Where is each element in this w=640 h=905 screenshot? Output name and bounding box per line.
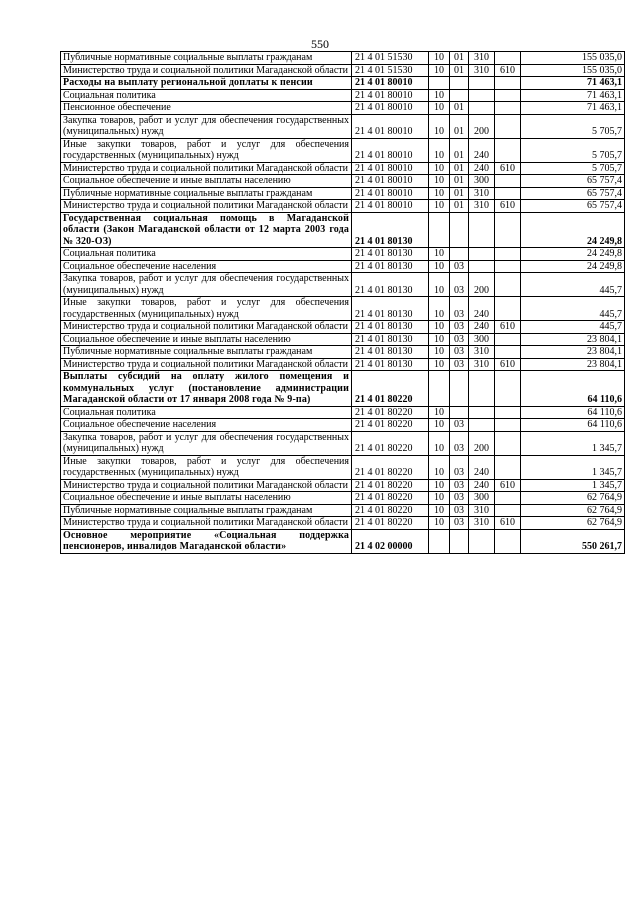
expense-type-code: 300 bbox=[469, 333, 495, 346]
expense-type-code bbox=[469, 248, 495, 261]
amount: 64 110,6 bbox=[521, 419, 625, 432]
section-code: 10 bbox=[429, 479, 450, 492]
expense-type-code: 240 bbox=[469, 455, 495, 479]
amount: 155 035,0 bbox=[521, 52, 625, 65]
target-code: 21 4 01 80010 bbox=[352, 102, 429, 115]
row-name: Публичные нормативные социальные выплаты гражданам bbox=[61, 187, 352, 200]
subsection-code: 03 bbox=[450, 492, 469, 505]
row-name: Министерство труда и социальной политики Магаданской области bbox=[61, 64, 352, 77]
expense-type-code bbox=[469, 77, 495, 90]
section-code: 10 bbox=[429, 102, 450, 115]
table-row bbox=[61, 529, 625, 553]
ministry-code bbox=[495, 406, 521, 419]
section-code bbox=[429, 77, 450, 90]
amount: 65 757,4 bbox=[521, 200, 625, 213]
target-code: 21 4 01 80130 bbox=[352, 260, 429, 273]
ministry-code bbox=[495, 371, 521, 407]
row-name: Социальная политика bbox=[61, 248, 352, 261]
subsection-code: 01 bbox=[450, 138, 469, 162]
row-name: Иные закупки товаров, работ и услуг для обеспечения государственных (муниципальных) нужд bbox=[61, 455, 352, 479]
table-row bbox=[61, 64, 625, 77]
subsection-code bbox=[450, 406, 469, 419]
ministry-code bbox=[495, 52, 521, 65]
table-row bbox=[61, 248, 625, 261]
subsection-code: 01 bbox=[450, 64, 469, 77]
expense-type-code: 300 bbox=[469, 492, 495, 505]
ministry-code bbox=[495, 297, 521, 321]
target-code: 21 4 01 80220 bbox=[352, 419, 429, 432]
row-name: Расходы на выплату региональной доплаты к пенсии bbox=[61, 77, 352, 90]
section-code: 10 bbox=[429, 52, 450, 65]
section-code: 10 bbox=[429, 321, 450, 334]
amount: 445,7 bbox=[521, 273, 625, 297]
amount: 24 249,8 bbox=[521, 212, 625, 248]
subsection-code: 03 bbox=[450, 479, 469, 492]
ministry-code bbox=[495, 89, 521, 102]
page-number: 550 bbox=[311, 37, 329, 51]
section-code: 10 bbox=[429, 248, 450, 261]
row-name: Министерство труда и социальной политики Магаданской области bbox=[61, 321, 352, 334]
row-name: Министерство труда и социальной политики Магаданской области bbox=[61, 479, 352, 492]
section-code: 10 bbox=[429, 406, 450, 419]
table-row bbox=[61, 492, 625, 505]
subsection-code: 03 bbox=[450, 321, 469, 334]
amount: 64 110,6 bbox=[521, 406, 625, 419]
subsection-code: 01 bbox=[450, 187, 469, 200]
subsection-code: 01 bbox=[450, 102, 469, 115]
section-code: 10 bbox=[429, 333, 450, 346]
table-row bbox=[61, 175, 625, 188]
target-code: 21 4 01 80130 bbox=[352, 212, 429, 248]
ministry-code: 610 bbox=[495, 517, 521, 530]
expense-type-code: 310 bbox=[469, 358, 495, 371]
ministry-code bbox=[495, 431, 521, 455]
ministry-code bbox=[495, 492, 521, 505]
subsection-code: 03 bbox=[450, 419, 469, 432]
row-name: Министерство труда и социальной политики Магаданской области bbox=[61, 200, 352, 213]
subsection-code bbox=[450, 89, 469, 102]
target-code: 21 4 01 80130 bbox=[352, 346, 429, 359]
table-row bbox=[61, 371, 625, 407]
amount: 5 705,7 bbox=[521, 162, 625, 175]
table-row bbox=[61, 406, 625, 419]
ministry-code bbox=[495, 138, 521, 162]
table-row bbox=[61, 200, 625, 213]
table-row bbox=[61, 346, 625, 359]
row-name: Закупка товаров, работ и услуг для обеспечения государственных (муниципальных) нужд bbox=[61, 273, 352, 297]
subsection-code: 01 bbox=[450, 200, 469, 213]
section-code: 10 bbox=[429, 517, 450, 530]
target-code: 21 4 01 80010 bbox=[352, 187, 429, 200]
section-code: 10 bbox=[429, 162, 450, 175]
table-row bbox=[61, 479, 625, 492]
target-code: 21 4 01 51530 bbox=[352, 64, 429, 77]
ministry-code: 610 bbox=[495, 358, 521, 371]
table-body bbox=[61, 52, 625, 554]
expense-type-code: 240 bbox=[469, 479, 495, 492]
subsection-code: 03 bbox=[450, 504, 469, 517]
section-code: 10 bbox=[429, 455, 450, 479]
row-name: Пенсионное обеспечение bbox=[61, 102, 352, 115]
table-row bbox=[61, 212, 625, 248]
ministry-code bbox=[495, 77, 521, 90]
amount: 71 463,1 bbox=[521, 102, 625, 115]
target-code: 21 4 01 80220 bbox=[352, 492, 429, 505]
row-name: Социальное обеспечение и иные выплаты населению bbox=[61, 333, 352, 346]
section-code: 10 bbox=[429, 346, 450, 359]
section-code: 10 bbox=[429, 64, 450, 77]
subsection-code: 03 bbox=[450, 333, 469, 346]
table-row bbox=[61, 162, 625, 175]
row-name: Социальное обеспечение населения bbox=[61, 260, 352, 273]
amount: 23 804,1 bbox=[521, 346, 625, 359]
section-code: 10 bbox=[429, 297, 450, 321]
expense-type-code: 310 bbox=[469, 517, 495, 530]
row-name: Иные закупки товаров, работ и услуг для обеспечения государственных (муниципальных) нужд bbox=[61, 138, 352, 162]
target-code: 21 4 01 80220 bbox=[352, 517, 429, 530]
ministry-code bbox=[495, 504, 521, 517]
row-name: Государственная социальная помощь в Магаданской области (Закон Магаданской области от 12 марта 2003 года № 320-ОЗ) bbox=[61, 212, 352, 248]
target-code: 21 4 01 80130 bbox=[352, 273, 429, 297]
row-name: Министерство труда и социальной политики Магаданской области bbox=[61, 358, 352, 371]
target-code: 21 4 01 80130 bbox=[352, 321, 429, 334]
expense-type-code bbox=[469, 371, 495, 407]
table-row bbox=[61, 52, 625, 65]
target-code: 21 4 01 80220 bbox=[352, 406, 429, 419]
table-row bbox=[61, 187, 625, 200]
expense-type-code: 310 bbox=[469, 64, 495, 77]
budget-table bbox=[60, 51, 625, 554]
table-row bbox=[61, 455, 625, 479]
section-code bbox=[429, 212, 450, 248]
table-row bbox=[61, 358, 625, 371]
target-code: 21 4 01 80220 bbox=[352, 479, 429, 492]
amount: 65 757,4 bbox=[521, 187, 625, 200]
amount: 62 764,9 bbox=[521, 492, 625, 505]
section-code: 10 bbox=[429, 260, 450, 273]
expense-type-code: 310 bbox=[469, 200, 495, 213]
section-code bbox=[429, 529, 450, 553]
expense-type-code: 310 bbox=[469, 52, 495, 65]
table-row bbox=[61, 333, 625, 346]
row-name: Иные закупки товаров, работ и услуг для обеспечения государственных (муниципальных) нужд bbox=[61, 297, 352, 321]
target-code: 21 4 02 00000 bbox=[352, 529, 429, 553]
amount: 5 705,7 bbox=[521, 114, 625, 138]
target-code: 21 4 01 80220 bbox=[352, 504, 429, 517]
expense-type-code: 200 bbox=[469, 431, 495, 455]
section-code: 10 bbox=[429, 358, 450, 371]
subsection-code: 03 bbox=[450, 517, 469, 530]
expense-type-code bbox=[469, 260, 495, 273]
expense-type-code: 310 bbox=[469, 346, 495, 359]
section-code: 10 bbox=[429, 89, 450, 102]
expense-type-code: 200 bbox=[469, 114, 495, 138]
row-name: Министерство труда и социальной политики Магаданской области bbox=[61, 162, 352, 175]
subsection-code: 01 bbox=[450, 114, 469, 138]
amount: 1 345,7 bbox=[521, 479, 625, 492]
amount: 62 764,9 bbox=[521, 504, 625, 517]
ministry-code bbox=[495, 529, 521, 553]
section-code: 10 bbox=[429, 273, 450, 297]
ministry-code bbox=[495, 260, 521, 273]
amount: 24 249,8 bbox=[521, 260, 625, 273]
target-code: 21 4 01 80010 bbox=[352, 77, 429, 90]
amount: 5 705,7 bbox=[521, 138, 625, 162]
table-row bbox=[61, 260, 625, 273]
table-row bbox=[61, 102, 625, 115]
ministry-code bbox=[495, 102, 521, 115]
ministry-code bbox=[495, 175, 521, 188]
row-name: Выплаты субсидий на оплату жилого помещения и коммунальных услуг (постановление администрации Магаданской области от 17 января 2008 года № 9-па) bbox=[61, 371, 352, 407]
subsection-code bbox=[450, 248, 469, 261]
ministry-code: 610 bbox=[495, 479, 521, 492]
amount: 71 463,1 bbox=[521, 77, 625, 90]
table-row bbox=[61, 419, 625, 432]
section-code: 10 bbox=[429, 200, 450, 213]
row-name: Социальное обеспечение и иные выплаты населению bbox=[61, 175, 352, 188]
amount: 65 757,4 bbox=[521, 175, 625, 188]
ministry-code: 610 bbox=[495, 64, 521, 77]
subsection-code: 03 bbox=[450, 346, 469, 359]
expense-type-code bbox=[469, 212, 495, 248]
amount: 445,7 bbox=[521, 297, 625, 321]
table-row bbox=[61, 114, 625, 138]
table-row bbox=[61, 138, 625, 162]
expense-type-code bbox=[469, 102, 495, 115]
expense-type-code: 200 bbox=[469, 273, 495, 297]
subsection-code: 03 bbox=[450, 260, 469, 273]
expense-type-code: 300 bbox=[469, 175, 495, 188]
target-code: 21 4 01 80010 bbox=[352, 114, 429, 138]
table-row bbox=[61, 431, 625, 455]
expense-type-code: 240 bbox=[469, 297, 495, 321]
amount: 445,7 bbox=[521, 321, 625, 334]
row-name: Социальное обеспечение и иные выплаты населению bbox=[61, 492, 352, 505]
row-name: Социальная политика bbox=[61, 89, 352, 102]
section-code bbox=[429, 371, 450, 407]
subsection-code: 01 bbox=[450, 175, 469, 188]
row-name: Основное мероприятие «Социальная поддержка пенсионеров, инвалидов Магаданской области» bbox=[61, 529, 352, 553]
row-name: Закупка товаров, работ и услуг для обеспечения государственных (муниципальных) нужд bbox=[61, 114, 352, 138]
target-code: 21 4 01 80220 bbox=[352, 431, 429, 455]
amount: 23 804,1 bbox=[521, 358, 625, 371]
target-code: 21 4 01 80010 bbox=[352, 162, 429, 175]
target-code: 21 4 01 80010 bbox=[352, 89, 429, 102]
ministry-code bbox=[495, 346, 521, 359]
row-name: Публичные нормативные социальные выплаты гражданам bbox=[61, 52, 352, 65]
target-code: 21 4 01 80130 bbox=[352, 358, 429, 371]
table-row bbox=[61, 297, 625, 321]
subsection-code: 01 bbox=[450, 162, 469, 175]
ministry-code bbox=[495, 212, 521, 248]
target-code: 21 4 01 80010 bbox=[352, 138, 429, 162]
amount: 64 110,6 bbox=[521, 371, 625, 407]
target-code: 21 4 01 80010 bbox=[352, 200, 429, 213]
subsection-code: 03 bbox=[450, 358, 469, 371]
section-code: 10 bbox=[429, 138, 450, 162]
ministry-code bbox=[495, 187, 521, 200]
ministry-code bbox=[495, 114, 521, 138]
row-name: Социальное обеспечение населения bbox=[61, 419, 352, 432]
expense-type-code bbox=[469, 406, 495, 419]
section-code: 10 bbox=[429, 504, 450, 517]
expense-type-code: 240 bbox=[469, 321, 495, 334]
section-code: 10 bbox=[429, 187, 450, 200]
subsection-code bbox=[450, 529, 469, 553]
expense-type-code bbox=[469, 529, 495, 553]
amount: 24 249,8 bbox=[521, 248, 625, 261]
ministry-code bbox=[495, 455, 521, 479]
table-row bbox=[61, 77, 625, 90]
amount: 550 261,7 bbox=[521, 529, 625, 553]
table-row bbox=[61, 273, 625, 297]
amount: 1 345,7 bbox=[521, 431, 625, 455]
ministry-code: 610 bbox=[495, 162, 521, 175]
ministry-code bbox=[495, 333, 521, 346]
section-code: 10 bbox=[429, 175, 450, 188]
subsection-code bbox=[450, 371, 469, 407]
ministry-code: 610 bbox=[495, 321, 521, 334]
amount: 71 463,1 bbox=[521, 89, 625, 102]
row-name: Министерство труда и социальной политики Магаданской области bbox=[61, 517, 352, 530]
section-code: 10 bbox=[429, 492, 450, 505]
subsection-code: 03 bbox=[450, 297, 469, 321]
row-name: Публичные нормативные социальные выплаты гражданам bbox=[61, 346, 352, 359]
ministry-code bbox=[495, 273, 521, 297]
expense-type-code bbox=[469, 419, 495, 432]
ministry-code bbox=[495, 248, 521, 261]
section-code: 10 bbox=[429, 114, 450, 138]
target-code: 21 4 01 80010 bbox=[352, 175, 429, 188]
subsection-code bbox=[450, 77, 469, 90]
target-code: 21 4 01 80220 bbox=[352, 371, 429, 407]
subsection-code: 01 bbox=[450, 52, 469, 65]
table-row bbox=[61, 321, 625, 334]
target-code: 21 4 01 51530 bbox=[352, 52, 429, 65]
amount: 23 804,1 bbox=[521, 333, 625, 346]
row-name: Публичные нормативные социальные выплаты гражданам bbox=[61, 504, 352, 517]
subsection-code: 03 bbox=[450, 273, 469, 297]
amount: 62 764,9 bbox=[521, 517, 625, 530]
section-code: 10 bbox=[429, 431, 450, 455]
ministry-code bbox=[495, 419, 521, 432]
subsection-code bbox=[450, 212, 469, 248]
section-code: 10 bbox=[429, 419, 450, 432]
target-code: 21 4 01 80220 bbox=[352, 455, 429, 479]
table-row bbox=[61, 504, 625, 517]
amount: 155 035,0 bbox=[521, 64, 625, 77]
target-code: 21 4 01 80130 bbox=[352, 333, 429, 346]
expense-type-code: 310 bbox=[469, 187, 495, 200]
subsection-code: 03 bbox=[450, 431, 469, 455]
expense-type-code: 310 bbox=[469, 504, 495, 517]
target-code: 21 4 01 80130 bbox=[352, 297, 429, 321]
row-name: Социальная политика bbox=[61, 406, 352, 419]
target-code: 21 4 01 80130 bbox=[352, 248, 429, 261]
subsection-code: 03 bbox=[450, 455, 469, 479]
expense-type-code: 240 bbox=[469, 138, 495, 162]
table-row bbox=[61, 89, 625, 102]
amount: 1 345,7 bbox=[521, 455, 625, 479]
table-row bbox=[61, 517, 625, 530]
expense-type-code bbox=[469, 89, 495, 102]
row-name: Закупка товаров, работ и услуг для обеспечения государственных (муниципальных) нужд bbox=[61, 431, 352, 455]
ministry-code: 610 bbox=[495, 200, 521, 213]
expense-type-code: 240 bbox=[469, 162, 495, 175]
